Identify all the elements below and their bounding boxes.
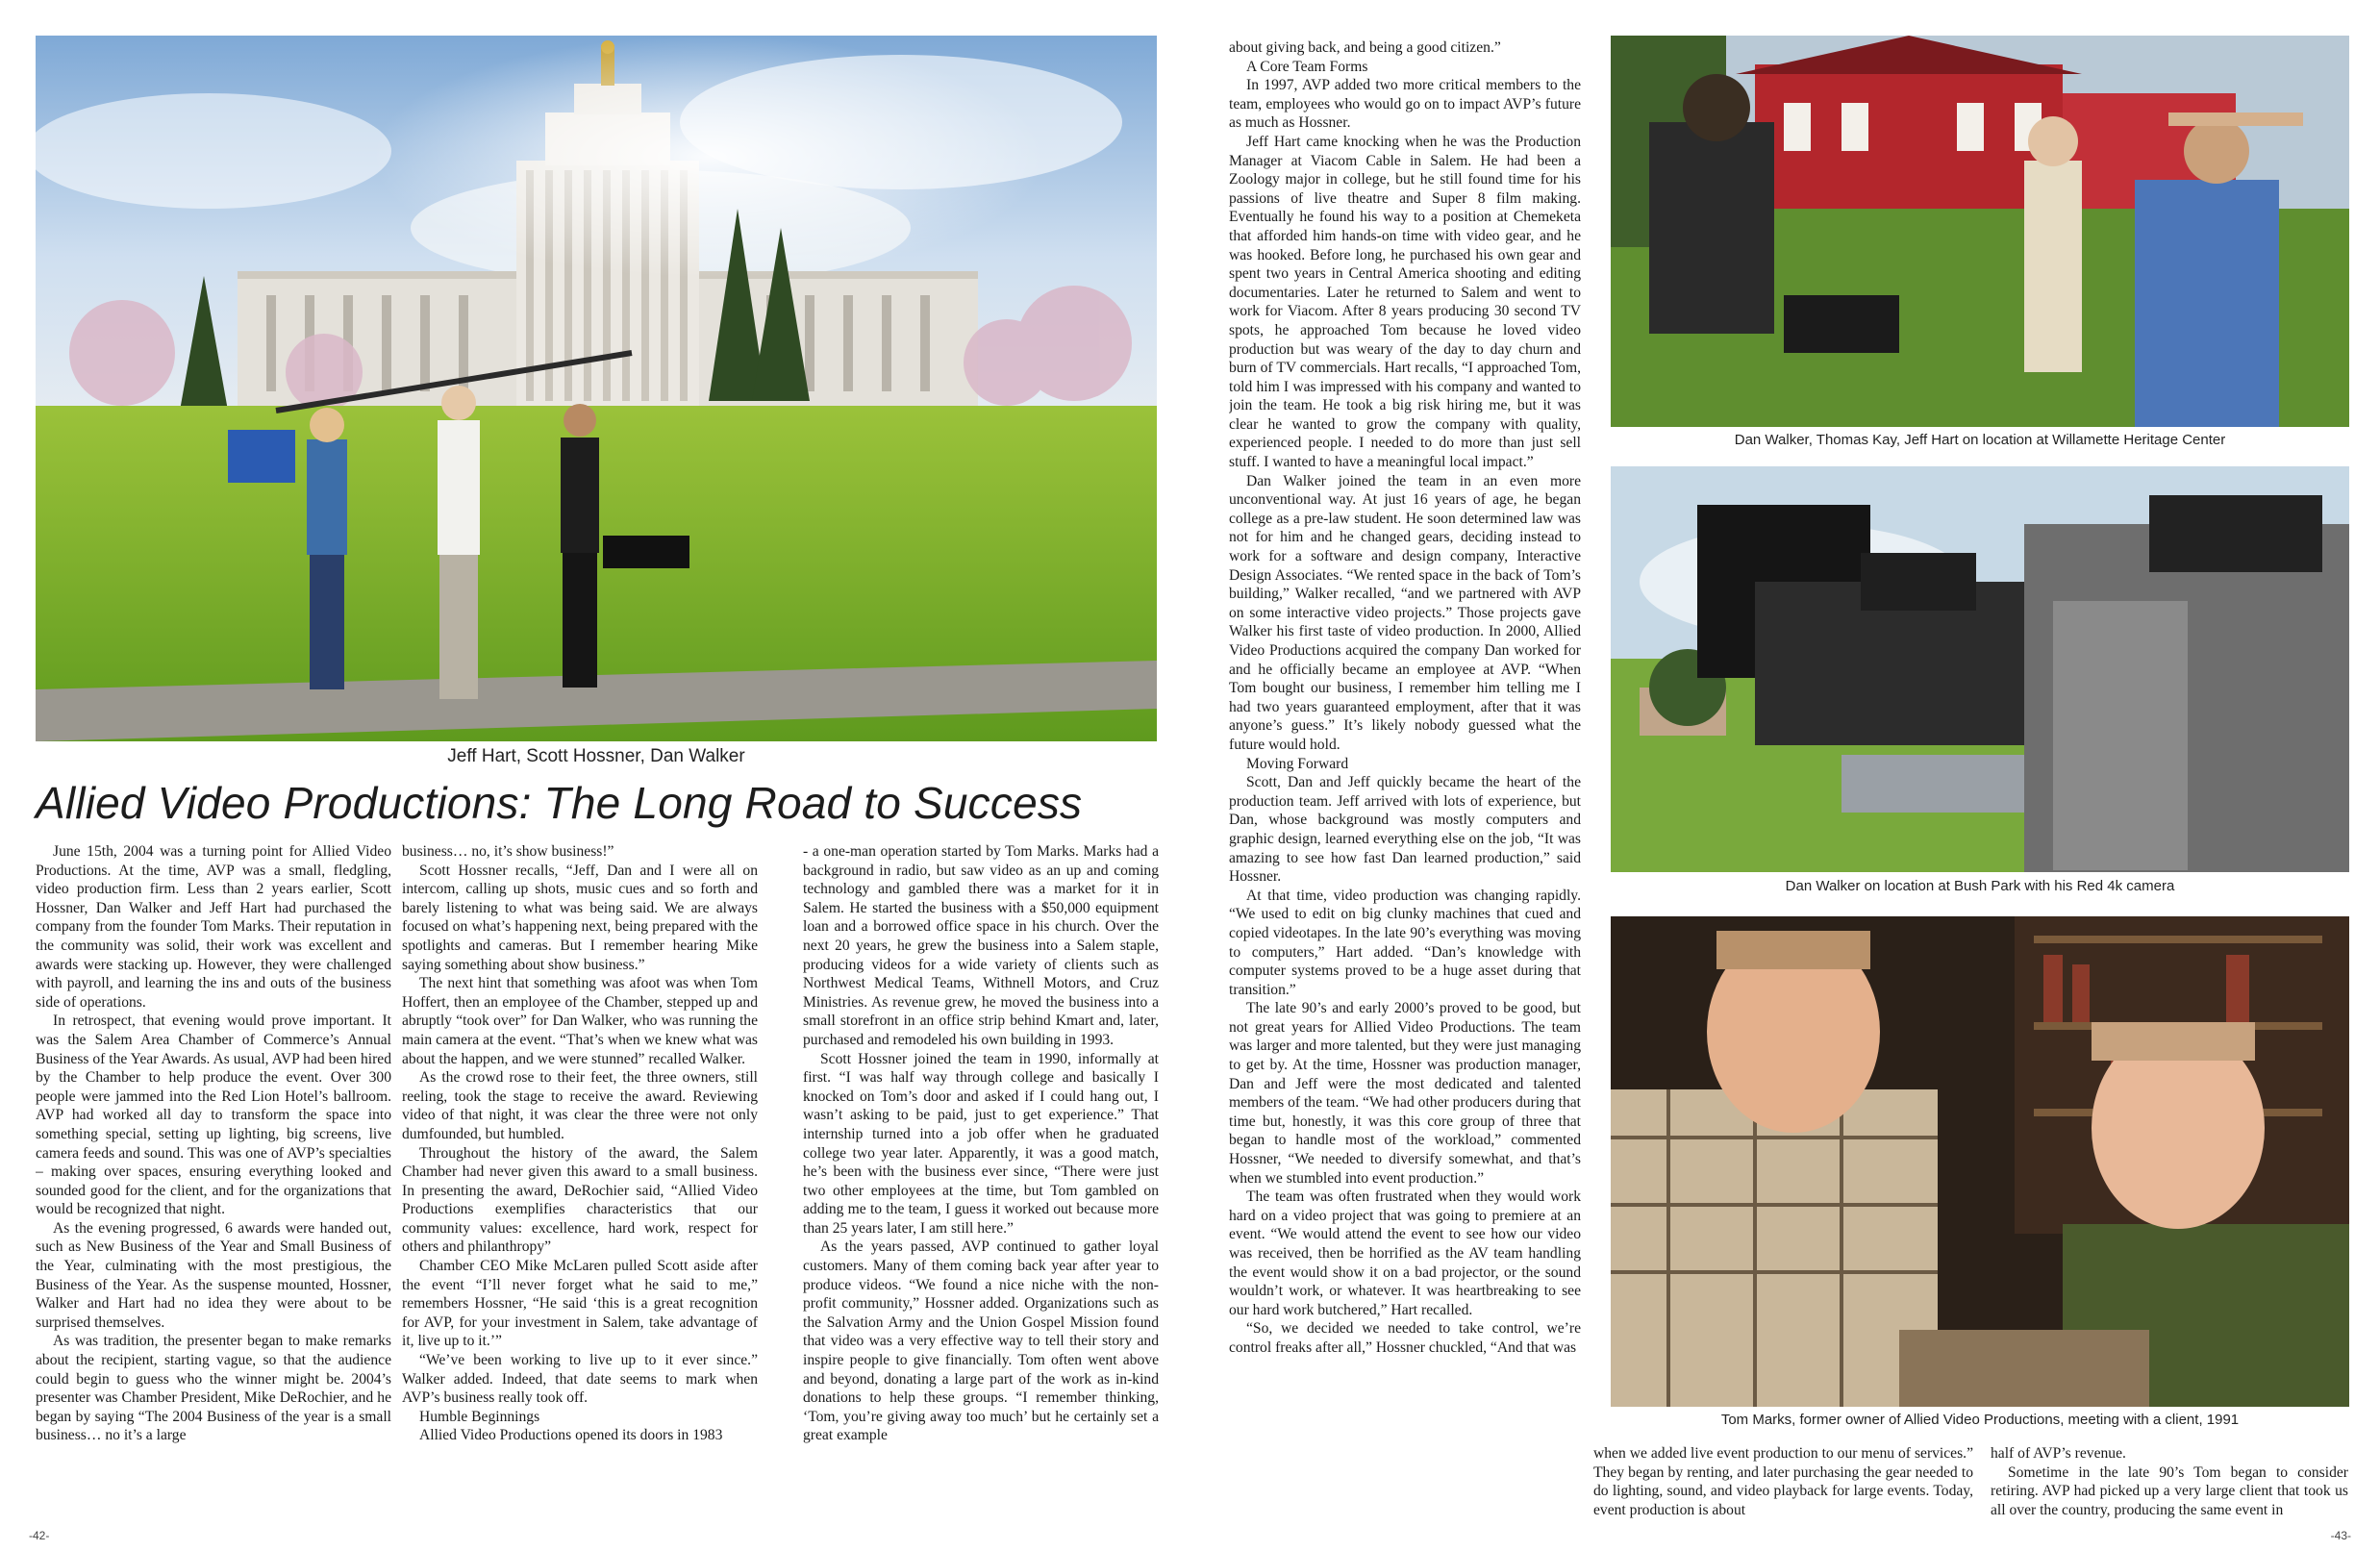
hero-photo <box>36 36 1157 741</box>
hero-photo-illustration <box>36 36 1157 741</box>
paragraph: Throughout the history of the award, the Salem Chamber had never given this award to a small business. In presenting the award, DeRochier said, “Allied Video Productions exemplifies characteristics that our community values: excellence, hard work, respect for others and philanthropy” <box>402 1144 758 1256</box>
paragraph: about giving back, and being a good citizen.” <box>1229 39 1501 56</box>
paragraph: “We’ve been working to live up to it ever since.” Walker added. Indeed, that date seems to mark when AVP’s business really took off. <box>402 1352 758 1407</box>
paragraph: The team was often frustrated when they would work hard on a video project that was going to premiere at an event. “We would attend the event to see how our video was received, then be horrified as the AV team handling the event would show it on a bad projector, or the sound wouldn’t work, or whatever. It was heartbreaking to see our hard work butchered,” Hart recalled. <box>1229 1188 1581 1318</box>
paragraph: - a one-man operation started by Tom Marks. Marks had a background in radio, but saw video as an up and coming technology and gambled there was a market for it in Salem. He started the business with a $50,000 equipment loan and a borrowed office space in his church. Over the next 20 years, he grew the business into a Salem staple, producing videos for a wide variety of clients such as Northwest Medical Teams, Withnell Motors, and Cruz Ministries. As revenue grew, he moved the business into a small storefront in an office strip behind Kmart and, later, purchased and remodeled his own building in 1993. <box>803 843 1159 1048</box>
bush-park-illustration <box>1611 466 2349 872</box>
article-column-1 <box>36 842 391 1521</box>
paragraph: Allied Video Productions opened its doors in 1983 <box>419 1427 723 1444</box>
paragraph: “So, we decided we needed to take control, we’re control freaks after all,” Hossner chuckled, “And that was <box>1229 1320 1581 1356</box>
hero-caption: Jeff Hart, Scott Hossner, Dan Walker <box>447 746 745 766</box>
paragraph: As the years passed, AVP continued to gather loyal customers. Many of them coming back year after year to produce videos. “We found a nice niche with the non-profit community,” Hossner added. Organizations such as the Salvation Army and the Union Gospel Mission found that video was a very effective way to tell their story and inspire people to give financially. Tom often went above and beyond, donating a large part of the work as in-kind donations to help these groups. “I remember thinking, ‘Tom, you’re giving away too much’ but he certainly set a great example <box>803 1238 1159 1444</box>
subheading: Moving Forward <box>1246 755 1349 772</box>
article-column-3 <box>803 842 1159 1521</box>
article-column-6 <box>1991 1444 2348 1521</box>
paragraph: In retrospect, that evening would prove important. It was the Salem Area Chamber of Commerce’s Annual Business of the Year Awards. As usual, AVP had been hired by the Chamber to help produce the event. Over 300 people were jammed into the Red Lion Hotel’s ballroom. AVP had worked all day to transform the space into something special, setting up lighting, big screens, live camera feeds and sound. This was one of AVP’s specialties – making over spaces, ensuring everything looked and sounded good for the client, and for the organizations that would be recognized that night. <box>36 1013 391 1218</box>
paragraph: In 1997, AVP added two more critical members to the team, employees who would go on to impact AVP’s future as much as Hossner. <box>1229 77 1581 132</box>
paragraph: Scott, Dan and Jeff quickly became the heart of the production team. Jeff arrived with lots of experience, but Dan, whose background was mostly computers and graphic design, learned everything else on the job, “It was amazing to see how fast Dan learned production,” said Hossner. <box>1229 774 1581 886</box>
paragraph: Scott Hossner joined the team in 1990, informally at first. “I was half way through college and basically I knocked on Tom’s door and asked if I could hang out, I wasn’t asking to be paid, just to get experience.” That internship turned into a job offer when he graduated college two year later. Apparently, it was a good match, he’s been with the business ever since, “There were just two other employees at the time, but Tom gambled on adding me to the team, I guess it worked out because more than 25 years later, I am still here.” <box>803 1050 1159 1237</box>
paragraph: As the evening progressed, 6 awards were handed out, such as New Business of the Year and Small Business of the Year, culminating with the most prestigious, the Business of the Year. As the suspense mounted, Hossner, Walker and Hart had no idea they were about to be surprised themselves. <box>36 1219 391 1331</box>
paragraph: The next hint that something was afoot was when Tom Hoffert, then an employee of the Chamber, stepped up and abruptly “took over” for Dan Walker, who was running the main camera at the event. “That’s when we knew what was about the happen, and we were stunned” recalled Walker. <box>402 975 758 1067</box>
heritage-center-photo <box>1611 36 2349 427</box>
paragraph: half of AVP’s revenue. <box>1991 1445 2126 1462</box>
paragraph: Scott Hossner recalls, “Jeff, Dan and I were all on intercom, calling up shots, music cues and so forth and barely listening to what was being said. We are always focused on what’s happening next, being prepared with the spotlights and cameras. But I remember hearing Mike saying something about show business.” <box>402 862 758 973</box>
office-caption: Tom Marks, former owner of Allied Video Productions, meeting with a client, 1991 <box>1720 1412 2240 1428</box>
paragraph: As the crowd rose to their feet, the three owners, still reeling, took the stage to receive the award. Reviewing video of that night, it was clear the three were not only dumfounded, but humbled. <box>402 1069 758 1142</box>
office-photo <box>1611 916 2349 1407</box>
bush-park-photo <box>1611 466 2349 872</box>
paragraph: The late 90’s and early 2000’s proved to be good, but not great years for Allied Video Productions. The team was larger and more talented, but they were just managing to get by. At the time, Hossner was production manager, Dan and Jeff were the most dedicated and talented members of the team. “We had other producers during that time but, honestly, it was this core group of three that began to handle most of the workload,” commented Hossner, “We needed to diversify somewhat, and that’s when we stumbled into event production.” <box>1229 1000 1581 1187</box>
paragraph: As was tradition, the presenter began to make remarks about the recipient, starting vague, so that the audience could begin to guess who the winner might be. 2004’s presenter was Chamber President, Mike DeRochier, and he began by saying “The 2004 Business of the year is a small business… no it’s a large <box>36 1333 391 1444</box>
paragraph: Dan Walker joined the team in an even more unconventional way. At just 16 years of age, he began college as a pre-law student. He soon determined law was not for him and he changed gears, deciding instead to work for a software and design company, Interactive Design Associates. “We rented space in the back of Tom’s building,” Walker recalled, “and we partnered with AVP on some interactive video projects.” Those projects gave Walker his first taste of video production. In 2000, Allied Video Productions acquired the company Dan worked for and he officially became an employee at AVP. “When Tom bought our business, I remember him telling me I had two years guaranteed employment, after that it was anyone’s guess.” It’s likely nobody guessed what the future would hold. <box>1229 472 1581 753</box>
office-illustration <box>1611 916 2349 1407</box>
article-headline: Allied Video Productions: The Long Road to Success <box>36 778 1083 828</box>
heritage-center-caption: Dan Walker, Thomas Kay, Jeff Hart on location at Willamette Heritage Center <box>1734 432 2226 448</box>
subheading: Humble Beginnings <box>419 1408 540 1425</box>
paragraph: business… no, it’s show business!” <box>402 843 614 860</box>
paragraph: June 15th, 2004 was a turning point for Allied Video Productions. At the time, AVP was a small, fledgling, video production firm. Less than 2 years earlier, Scott Hossner, Dan Walker and Jeff Hart had purchased the company from the founder Tom Marks. Their reputation in the community was solid, their work was excellent and awards were stacking up. However, they were challenged with payroll, and learning the ins and outs of the business side of operations. <box>36 843 391 1011</box>
paragraph: Sometime in the late 90’s Tom began to consider retiring. AVP had picked up a very large client that took us all over the country, producing the same event in <box>1991 1463 2348 1518</box>
article-column-5 <box>1593 1444 1973 1521</box>
page-number-left: -42- <box>29 1529 50 1542</box>
bush-park-caption: Dan Walker on location at Bush Park with his Red 4k camera <box>1785 878 2175 894</box>
paragraph: At that time, video production was changing rapidly. “We used to edit on big clunky machines that cued and copied videotapes. In the late 90’s everything was moving to computers,” Hart added. “Dan’s knowledge with computer systems proved to be a huge asset during that transition.” <box>1229 887 1581 998</box>
page-number-right: -43- <box>2330 1529 2351 1542</box>
heritage-center-illustration <box>1611 36 2349 427</box>
article-column-4 <box>1229 38 1581 1521</box>
article-column-2 <box>402 842 758 1521</box>
paragraph: when we added live event production to our menu of services.” They began by renting, and later purchasing the gear needed to do lighting, sound, and video playback for large events. Today, event production is about <box>1593 1445 1973 1518</box>
paragraph: Chamber CEO Mike McLaren pulled Scott aside after the event “I’ll never forget what he said to me,” remembers Hossner, “He said ‘this is a great recognition for AVP, for your investment in Salem, take advantage of it, live up to it.’” <box>402 1258 758 1350</box>
subheading: A Core Team Forms <box>1246 58 1368 75</box>
paragraph: Jeff Hart came knocking when he was the Production Manager at Viacom Cable in Salem. He had been a Zoology major in college, but he still found time for his passions of live theatre and Super 8 film making. Eventually he found his way to a position at Chemeketa that afforded him hands-on time with video gear, and he was hooked. Before long, he purchased his own gear and spent two years in Central America shooting and editing documentaries. Later he returned to Salem and went to work for Viacom. After 8 years producing 30 second TV spots, he approached Tom because he loved video production but was weary of the day to day churn and burn of TV commercials. Hart recalls, “I approached Tom, told him I was impressed with his company and wanted to join the team. He took a big risk hiring me, but it was clear he wanted to grow the company with quality, experienced people. I needed to do more than just sell stuff. I wanted to have a meaningful local impact.” <box>1229 133 1581 471</box>
